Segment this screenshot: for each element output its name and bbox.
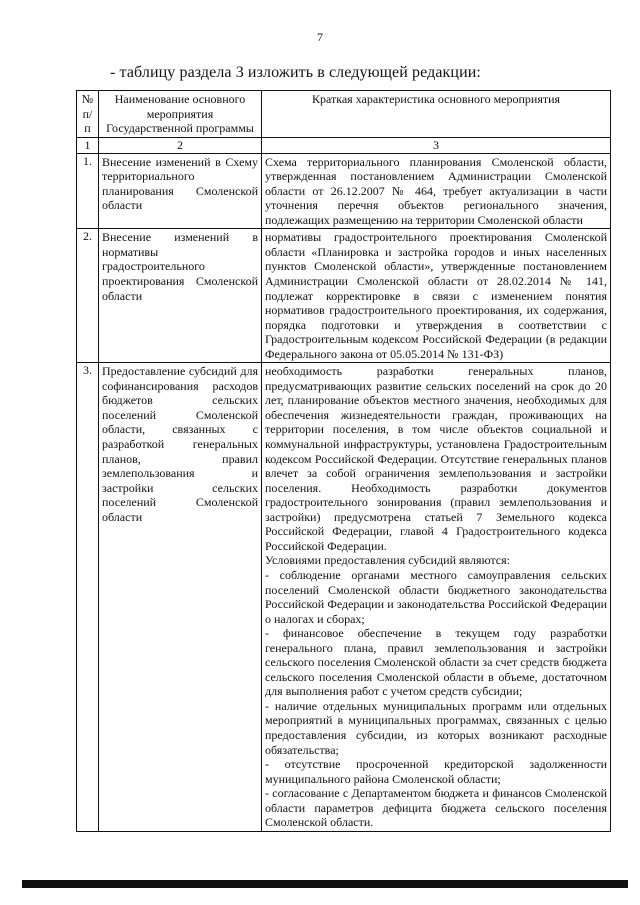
- bottom-scan-bar: [22, 880, 628, 888]
- column-number-3: 3: [262, 137, 611, 153]
- header-num: № п/п: [77, 91, 99, 138]
- header-description: Краткая характеристика основного мероприятия: [262, 91, 611, 138]
- table-row: [77, 153, 611, 229]
- row-1-description: Схема территориального планирования Смоленской области, утвержденная постановлением Администрации Смоленской области от 26.12.2007 № 464, требует актуализации в части уточнения перечня объектов регионального значения, подлежащих размещению на территории Смоленской области: [262, 153, 611, 229]
- row-2-num: 2.: [77, 229, 99, 363]
- row-3-description: [262, 363, 611, 832]
- table-row: [77, 229, 611, 363]
- row-3-paragraph: Условиями предоставления субсидий являются:: [265, 553, 510, 568]
- column-number-row: [77, 137, 611, 153]
- row-2-name: Внесение изменений в нормативы градостроительного проектирования Смоленской области: [99, 229, 262, 363]
- row-3-paragraph: необходимость разработки генеральных планов, предусматривающих развитие сельских поселений на срок до 20 лет, планирование объектов местного значения, необходимых для обеспечения жизнедеятельности граждан, проживающих на территории поселения, в том числе объектов социальной и коммунальной инфраструктуры, установлена Градостроительным кодексом Российской Федерации. Отсутствие генеральных планов влечет за собой ограничения землепользования и застройки поселения. Необходимость разработки документов градостроительного зонирования (правил землепользования и застройки) предусмотрена статьей 7 Земельного кодекса Российской Федерации, главой 4 Градостроительного кодекса Российской Федерации.: [265, 364, 607, 553]
- intro-text: - таблицу раздела 3 изложить в следующей редакции:: [110, 64, 481, 81]
- row-1-name: Внесение изменений в Схему территориального планирования Смоленской области: [99, 153, 262, 229]
- row-3-paragraph: - соблюдение органами местного самоуправления сельских поселений Смоленской области бюджетного законодательства Российской Федерации и законодательства Российской Федерации о налогах и сборах;: [265, 567, 607, 626]
- table-row: [77, 363, 611, 832]
- row-2-description: нормативы градостроительного проектирования Смоленской области «Планировка и застройка городов и иных населенных пунктов Смоленской области», утвержденные постановлением Администрации Смоленской области от 28.02.2014 № 141, подлежат корректировке в связи с изменением понятия нормативов градостроительного проектирования, их содержания, порядка подготовки и утверждения в соответствии с Градостроительным кодексом Российской Федерации (в редакции Федерального закона от 05.05.2014 № 131-ФЗ): [262, 229, 611, 363]
- measures-table: [76, 90, 611, 832]
- row-3-paragraph: - наличие отдельных муниципальных программ или отдельных мероприятий в муниципальных программах, связанных с целью предоставления субсидии, из которых возникают расходные обязательства;: [265, 698, 607, 757]
- row-3-paragraph: - согласование с Департаментом бюджета и финансов Смоленской области параметров дефицита бюджета сельского поселения Смоленской области.: [265, 786, 607, 830]
- row-3-num: 3.: [77, 363, 99, 832]
- column-number-2: 2: [99, 137, 262, 153]
- header-name: Наименование основного мероприятия Государственной программы: [99, 91, 262, 138]
- row-3-name: Предоставление субсидий для софинансирования расходов бюджетов сельских поселений Смоленской области, связанных с разработкой генеральных планов, правил землепользования и застройки сельских поселений Смоленской области: [99, 363, 262, 832]
- page-number: 7: [317, 30, 323, 44]
- row-1-num: 1.: [77, 153, 99, 229]
- table-header-row: [77, 91, 611, 138]
- column-number-1: 1: [77, 137, 99, 153]
- row-3-paragraph: - отсутствие просроченной кредиторской задолженности муниципального района Смоленской области;: [265, 757, 607, 786]
- row-3-paragraph: - финансовое обеспечение в текущем году разработки генерального плана, правил землепользования и застройки сельского поселения Смоленской области за счет средств бюджета сельского поселения Смоленской области в объеме, достаточном для выполнения работ с учетом средств субсидии;: [265, 626, 607, 699]
